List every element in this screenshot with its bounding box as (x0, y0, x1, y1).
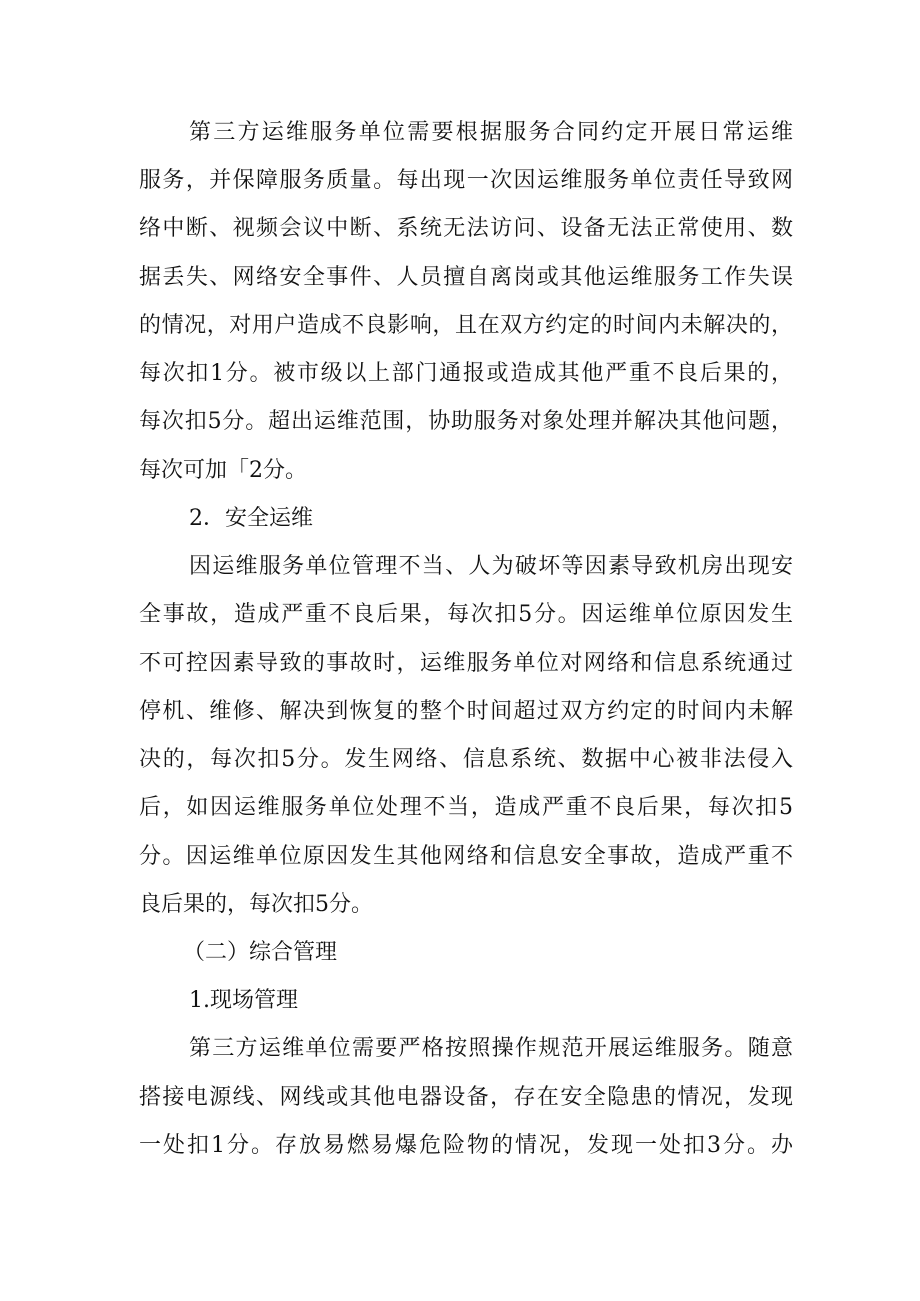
heading-text: 1.现场管理 (189, 988, 298, 1014)
section-heading-security-ops (139, 495, 793, 543)
text-line: 据丢失、网络安全事件、人员擅自离岗或其他运维服务工作失误 (139, 264, 793, 290)
paragraph-security-ops (139, 543, 793, 929)
paragraph-service-quality (139, 109, 793, 495)
text-line: 全事故，造成严重不良后果，每次扣5分。因运维单位原因发生 (139, 602, 793, 628)
subsection-heading-site-mgmt (139, 977, 793, 1025)
text-line: 因运维服务单位管理不当、人为破坏等因素导致机房出现安 (189, 554, 793, 580)
text-line: 后，如因运维服务单位处理不当，造成严重不良后果，每次扣5 (139, 795, 793, 821)
text-line: 决的，每次扣5分。发生网络、信息系统、数据中心被非法侵入 (139, 747, 793, 773)
text-line: 分。因运维单位原因发生其他网络和信息安全事故，造成严重不 (139, 843, 793, 869)
heading-text: 2．安全运维 (189, 505, 313, 531)
text-line: 络中断、视频会议中断、系统无法访问、设备无法正常使用、数 (139, 216, 793, 242)
heading-text: （二）综合管理 (183, 939, 338, 965)
text-line: 一处扣1分。存放易燃易爆危险物的情况，发现一处扣3分。办 (139, 1132, 793, 1158)
text-line: 停机、维修、解决到恢复的整个时间超过双方约定的时间内未解 (139, 698, 793, 724)
text-line: 第三方运维服务单位需要根据服务合同约定开展日常运维 (189, 120, 793, 145)
paragraph-site-mgmt (139, 1025, 793, 1170)
section-heading-comprehensive-mgmt (139, 929, 793, 977)
document-body (139, 109, 793, 1170)
text-line: 良后果的，每次扣5分。 (139, 891, 373, 917)
text-line: 搭接电源线、网线或其他电器设备，存在安全隐患的情况，发现 (139, 1084, 793, 1110)
text-line: 第三方运维单位需要严格按照操作规范开展运维服务。随意 (189, 1036, 793, 1062)
text-line: 每次扣1分。被市级以上部门通报或造成其他严重不良后果的， (139, 361, 793, 387)
text-line: 每次可加「2分。 (139, 457, 307, 483)
text-line: 不可控因素导致的事故时，运维服务单位对网络和信息系统通过 (139, 650, 793, 676)
text-line: 服务，并保障服务质量。每出现一次因运维服务单位责任导致网 (139, 168, 793, 194)
text-line: 每次扣5分。超出运维范围，协助服务对象处理并解决其他问题， (139, 409, 793, 435)
text-line: 的情况，对用户造成不良影响，且在双方约定的时间内未解决的， (139, 312, 793, 338)
